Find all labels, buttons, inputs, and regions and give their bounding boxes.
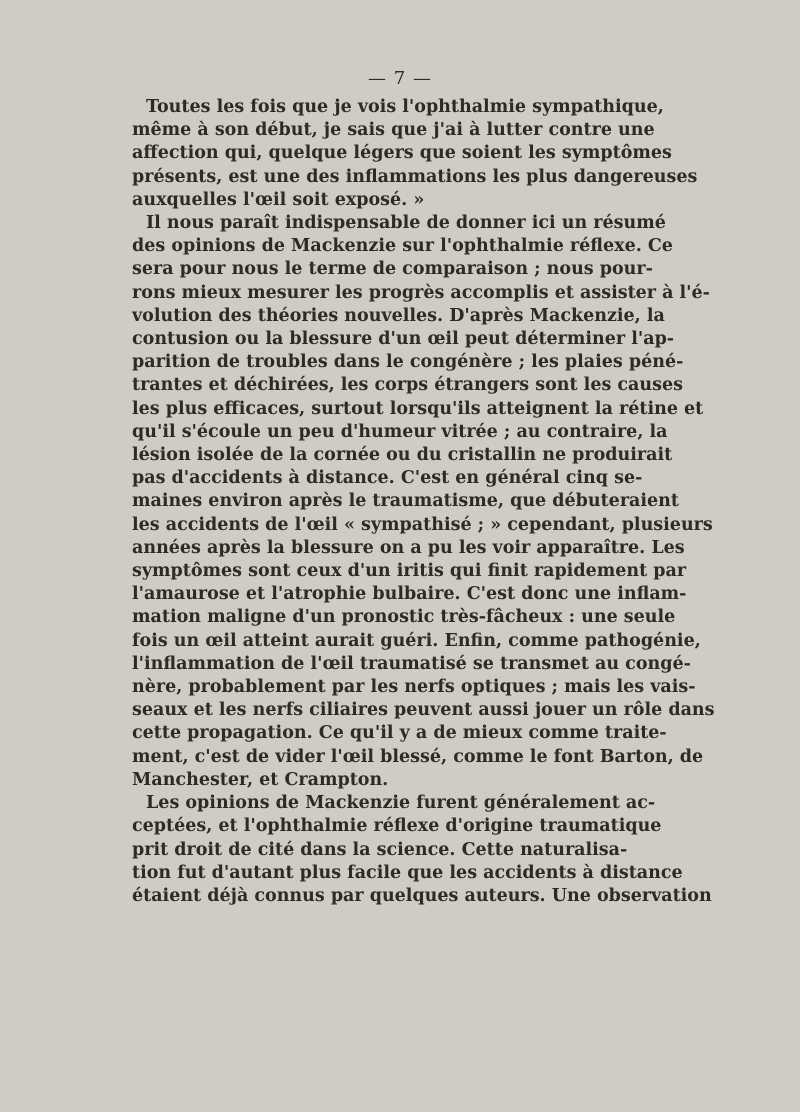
text-line: présents, est une des inflammations les plus dangereuses bbox=[132, 166, 698, 187]
text-line: mation maligne d'un pronostic très-fâcheux : une seule bbox=[132, 607, 676, 628]
text-line: étaient déjà connus par quelques auteurs. Une observation bbox=[132, 885, 712, 906]
text-line: Manchester, et Crampton. bbox=[132, 769, 389, 790]
text-line: ceptées, et l'ophthalmie réflexe d'origine traumatique bbox=[132, 816, 662, 837]
text-line: des opinions de Mackenzie sur l'ophthalmie réflexe. Ce bbox=[132, 236, 673, 257]
text-line: sera pour nous le terme de comparaison ; nous pour- bbox=[132, 259, 653, 280]
text-line: nère, probablement par les nerfs optiques ; mais les vais- bbox=[132, 677, 696, 698]
text-line: parition de troubles dans le congénère ; les plaies péné- bbox=[132, 352, 684, 373]
text-line: tion fut d'autant plus facile que les accidents à distance bbox=[132, 862, 683, 883]
text-line: fois un œil atteint aurait guéri. Enfin, comme pathogénie, bbox=[132, 630, 701, 651]
text-line: même à son début, je sais que j'ai à lutter contre une bbox=[132, 120, 655, 141]
paragraph bbox=[132, 96, 698, 212]
text-line: cette propagation. Ce qu'il y a de mieux comme traite- bbox=[132, 723, 667, 744]
text-line: lésion isolée de la cornée ou du cristallin ne produirait bbox=[132, 445, 673, 466]
text-line: trantes et déchirées, les corps étrangers sont les causes bbox=[132, 375, 683, 396]
text-line: l'inflammation de l'œil traumatisé se transmet au congé- bbox=[132, 653, 691, 674]
text-line: symptômes sont ceux d'un iritis qui finit rapidement par bbox=[132, 561, 687, 582]
text-line: Il nous paraît indispensable de donner ici un résumé bbox=[146, 213, 666, 234]
text-line: les plus efficaces, surtout lorsqu'ils atteignent la rétine et bbox=[132, 398, 704, 419]
text-line: auxquelles l'œil soit exposé. » bbox=[132, 189, 425, 210]
text-line: contusion ou la blessure d'un œil peut déterminer l'ap- bbox=[132, 329, 675, 350]
text-line: les accidents de l'œil « sympathisé ; » cependant, plusieurs bbox=[132, 514, 713, 535]
paragraph bbox=[132, 792, 712, 908]
text-line: volution des théories nouvelles. D'après Mackenzie, la bbox=[132, 305, 665, 326]
text-line: Toutes les fois que je vois l'ophthalmie sympathique, bbox=[146, 97, 664, 117]
text-line: affection qui, quelque légers que soient les symptômes bbox=[132, 143, 672, 164]
text-line: rons mieux mesurer les progrès accomplis et assister à l'é- bbox=[132, 282, 710, 303]
text-line: l'amaurose et l'atrophie bulbaire. C'est donc une inflam- bbox=[132, 584, 687, 605]
paragraph bbox=[132, 212, 715, 792]
body-text bbox=[132, 96, 715, 908]
page-number: — 7 — bbox=[368, 68, 432, 89]
text-line: pas d'accidents à distance. C'est en général cinq se- bbox=[132, 468, 643, 489]
text-line: ment, c'est de vider l'œil blessé, comme le font Barton, de bbox=[132, 746, 704, 767]
text-line: Les opinions de Mackenzie furent généralement ac- bbox=[146, 793, 656, 814]
text-line: années après la blessure on a pu les voir apparaître. Les bbox=[132, 537, 685, 558]
text-line: qu'il s'écoule un peu d'humeur vitrée ; au contraire, la bbox=[132, 421, 668, 442]
text-line: seaux et les nerfs ciliaires peuvent aussi jouer un rôle dans bbox=[132, 700, 715, 721]
text-line: prit droit de cité dans la science. Cette naturalisa- bbox=[132, 839, 628, 860]
text-line: maines environ après le traumatisme, que débuteraient bbox=[132, 491, 679, 512]
